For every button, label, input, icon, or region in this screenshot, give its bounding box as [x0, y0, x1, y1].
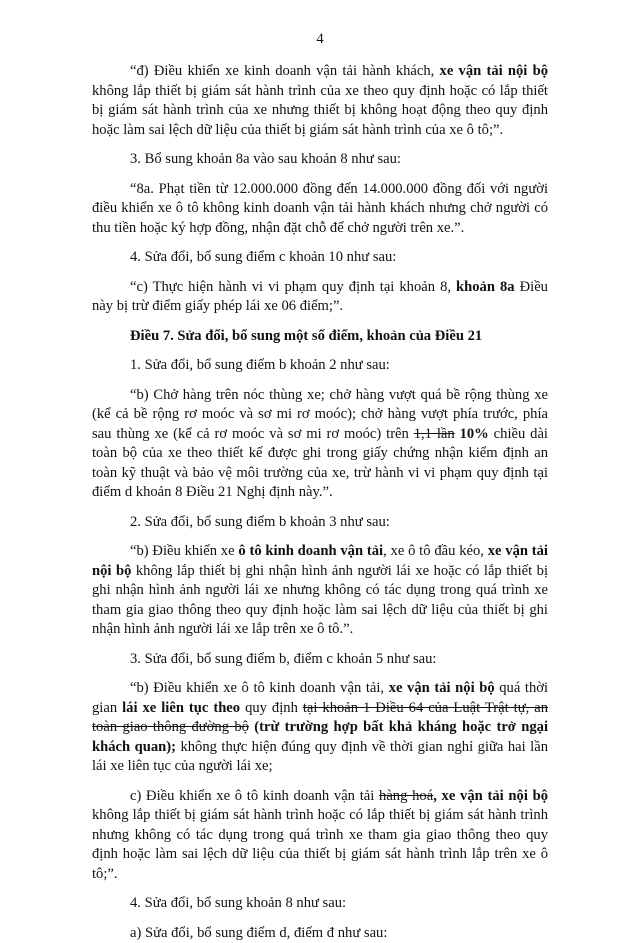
bold-run: xe vận tải nội bộ — [440, 63, 548, 79]
text-run: , xe ô tô đầu kéo, — [383, 543, 488, 559]
strikethrough-run: 1,1 lần — [414, 426, 455, 442]
bold-run: ô tô kinh doanh vận tải — [238, 543, 383, 559]
bold-run: xe vận tải nội bộ — [389, 680, 495, 696]
paragraph-item-3: 3. Bổ sung khoản 8a vào sau khoản 8 như sau: — [92, 150, 548, 170]
text-run: “đ) Điều khiển xe kinh doanh vận tải hành khách, — [130, 63, 440, 79]
page-number: 4 — [0, 30, 640, 50]
paragraph-item-4: 4. Sửa đổi, bổ sung điểm c khoản 10 như sau: — [92, 248, 548, 268]
text-run: không thực hiện đúng quy định về thời gian nghỉ giữa hai lần lái xe liên tục của người lái xe; — [92, 739, 548, 775]
text-run: “b) Chở hàng trên nóc thùng xe; chở hàng vượt quá bề rộng thùng xe (kể cả bề rộng rơ moóc và sơ mi rơ moóc); chở hàng vượt phía trước, phía sau thùng xe (kể cả rơ moóc và sơ mi rơ moóc) trên — [92, 387, 548, 442]
paragraph-art7-item-3: 3. Sửa đổi, bổ sung điểm b, điểm c khoản 5 như sau: — [92, 650, 548, 670]
bold-run: xe vận tải nội bộ — [92, 543, 548, 579]
text-run: chiều dài toàn bộ của xe theo thiết kế được ghi trong giấy chứng nhận kiểm định an toàn kỹ thuật và bảo vệ môi trường của xe, trừ hành vi vi phạm quy định tại điểm d khoản 8 Điều 21 Nghị định này.”. — [92, 426, 548, 501]
paragraph-art7-item-4: 4. Sửa đổi, bổ sung khoản 8 như sau: — [92, 894, 548, 914]
article-7-heading: Điều 7. Sửa đổi, bổ sung một số điểm, khoản của Điều 21 — [92, 327, 548, 347]
paragraph-8a: “8a. Phạt tiền từ 12.000.000 đồng đến 14.000.000 đồng đối với người điều khiển xe ô tô không kinh doanh vận tải hành khách nhưng chở người có thu tiền hoặc ký hợp đồng, nhận đặt chỗ để chở người trên xe.”. — [92, 180, 548, 239]
text-run: quy định — [240, 700, 303, 716]
text-run: Điều này bị trừ điểm giấy phép lái xe 06 điểm;”. — [92, 279, 548, 315]
bold-run: 10% — [455, 426, 489, 442]
text-run: “b) Điều khiển xe ô tô kinh doanh vận tải, — [130, 680, 389, 696]
text-block — [92, 62, 548, 943]
text-run: quá thời gian — [92, 680, 548, 716]
text-run: “c) Thực hiện hành vi vi phạm quy định tại khoản 8, — [130, 279, 456, 295]
bold-run: lái xe liên tục theo — [122, 700, 240, 716]
paragraph-c-tracking — [92, 787, 548, 885]
bold-run: (trừ trường hợp bất khả kháng hoặc trở ngại khách quan); — [92, 719, 548, 755]
paragraph-b-cargo — [92, 386, 548, 503]
paragraph-c-amendment — [92, 278, 548, 317]
paragraph-a-sub: a) Sửa đổi, bổ sung điểm d, điểm đ như sau: — [92, 924, 548, 943]
paragraph-b-driving-time — [92, 679, 548, 777]
paragraph-d-amendment — [92, 62, 548, 140]
text-run: c) Điều khiển xe ô tô kinh doanh vận tải — [130, 788, 379, 804]
text-run: không lắp thiết bị ghi nhận hình ảnh người lái xe hoặc có lắp thiết bị ghi nhận hình ảnh người lái xe nhưng không có tác dụng trong quá trình xe tham gia giao thông theo quy định hoặc làm sai lệch dữ liệu của thiết bị ghi nhận hình ảnh người lái xe lắp trên xe ô tô.”. — [92, 563, 548, 638]
text-run: không lắp thiết bị giám sát hành trình hoặc có lắp thiết bị giám sát hành trình nhưng không có tác dụng trong quá trình xe tham gia giao thông theo quy định hoặc làm sai lệch dữ liệu của thiết bị giám sát hành trình lắp trên xe ô tô;”. — [92, 807, 548, 882]
paragraph-art7-item-1: 1. Sửa đổi, bổ sung điểm b khoản 2 như sau: — [92, 356, 548, 376]
text-run: “b) Điều khiển xe — [130, 543, 238, 559]
paragraph-art7-item-2: 2. Sửa đổi, bổ sung điểm b khoản 3 như sau: — [92, 513, 548, 533]
bold-run: khoản 8a — [456, 279, 515, 295]
strikethrough-run: hàng hoá — [379, 788, 433, 804]
text-run: không lắp thiết bị giám sát hành trình của xe theo quy định hoặc có lắp thiết bị giám sát hành trình của xe nhưng thiết bị không hoạt động theo quy định hoặc làm sai lệch dữ liệu của thiết bị giám sát hành trình của xe ô tô;”. — [92, 83, 548, 138]
strikethrough-run: tại khoản 1 Điều 64 của Luật Trật tự, an toàn giao thông đường bộ — [92, 700, 548, 736]
bold-run: , xe vận tải nội bộ — [433, 788, 548, 804]
paragraph-b-camera — [92, 542, 548, 640]
